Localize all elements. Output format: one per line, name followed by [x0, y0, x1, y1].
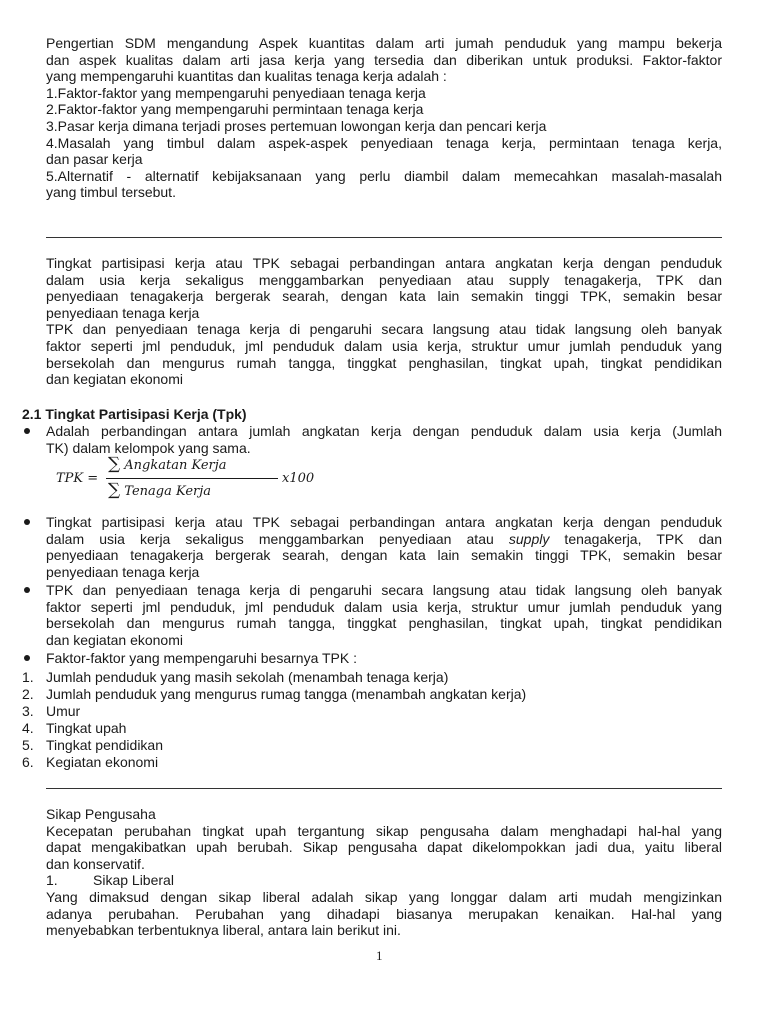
numbered-item: 1. Jumlah penduduk yang masih sekolah (menambah tenaga kerja) [22, 669, 449, 685]
formula-lhs: TPK = [56, 471, 99, 486]
text-line: dan konservatif. [46, 855, 145, 872]
text-line: dalam usia kerja sekaligus menggambarkan penyediaan atau supply tenagakerja, TPK dan [46, 530, 723, 547]
text-line: Tingkat partisipasi kerja atau TPK sebagai perbandingan antara angkatan kerja dengan penduduk [46, 514, 722, 530]
section-heading: 2.1 Tingkat Partisipasi Kerja (Tpk) [22, 406, 247, 422]
text-line: Pengertian SDM mengandung Aspek kuantitas dalam arti jumah penduduk yang mampu bekerja [46, 35, 722, 51]
text-line: Adalah perbandingan antara jumlah angkatan kerja dengan penduduk dalam usia kerja (Jumlah [46, 423, 722, 439]
text-line: dan pasar kerja [46, 151, 143, 168]
bullet-item [22, 423, 722, 456]
text-line: Yang dimaksud dengan sikap liberal adalah sikap yang longgar dalam arti mudah mengizinkan [46, 888, 722, 905]
tpk-formula [56, 454, 315, 502]
text-line: TPK dan penyediaan tenaga kerja di pengaruhi secara langsung atau tidak langsung oleh banyak [46, 582, 722, 598]
text-line: 3.Pasar kerja dimana terjadi proses pertemuan lowongan kerja dan pencari kerja [46, 117, 547, 134]
formula-numerator [108, 454, 278, 474]
numerator-text: Angkatan Kerja [124, 458, 227, 473]
text-line: dapat mengakibatkan upah berubah. Sikap pengusaha dapat dikelompokkan jadi dua, yaitu liberal [46, 839, 722, 856]
text-line: adanya perubahan. Perubahan yang dihadapi biasanya merupakan kenaikan. Hal-hal yang [46, 905, 722, 922]
bullet-item [22, 650, 722, 667]
numbered-item: 3. Umur [22, 703, 81, 719]
text-line: faktor seperti jml penduduk, jml penduduk dalam usia kerja, struktur umur jumlah penduduk yang [46, 337, 722, 354]
numbered-item: 4. Tingkat upah [22, 720, 127, 736]
numbered-item: 5. Tingkat pendidikan [22, 737, 164, 753]
text-line: bersekolah dan mengurus rumah tangga, tinggkat penghasilan, tingkat upah, tingkat pendidikan [46, 615, 722, 632]
tpk-paragraph [46, 255, 722, 388]
text-line: menyebabkan terbentuknya liberal, antara lain berikut ini. [46, 922, 401, 939]
text-line: penyediaan tenaga kerja [46, 304, 200, 321]
subsection-item: 1. Sikap Liberal [46, 872, 174, 889]
text-line: yang timbul tersebut. [46, 184, 176, 201]
numbered-item: 6. Kegiatan ekonomi [22, 754, 159, 770]
bullet-item [22, 514, 722, 580]
horizontal-divider [46, 237, 722, 238]
text-line: penyediaan tenagakerja bergerak searah, dengan kata lain semakin tinggi TPK, semakin besar [46, 547, 722, 564]
text-line: dan kegiatan ekonomi [46, 371, 183, 388]
intro-paragraph [46, 35, 722, 201]
text-line: 4.Masalah yang timbul dalam aspek-aspek penyediaan tenaga kerja, permintaan tenaga kerja, [46, 134, 722, 151]
page-number: 1 [376, 948, 383, 963]
horizontal-divider [46, 788, 722, 789]
text-line: dalam usia kerja sekaligus menggambarkan penyediaan atau supply tenagakerja, TPK dan [46, 271, 722, 288]
text-line: 1.Faktor-faktor yang mempengaruhi penyediaan tenaga kerja [46, 84, 426, 101]
text-line: 2.Faktor-faktor yang mempengaruhi permintaan tenaga kerja [46, 101, 424, 118]
formula-denominator [108, 480, 278, 500]
sigma-icon: ∑ [108, 480, 121, 500]
fraction-bar [106, 478, 278, 479]
text-line: TPK dan penyediaan tenaga kerja di pengaruhi secara langsung atau tidak langsung oleh banyak [46, 321, 722, 338]
formula-multiplier: x100 [282, 471, 315, 486]
supply-emphasis: supply [508, 530, 550, 547]
text-line: faktor seperti jml penduduk, jml penduduk dalam usia kerja, struktur umur jumlah penduduk yang [46, 598, 722, 615]
subsection-title: Sikap Pengusaha [46, 806, 156, 822]
text-line: Kecepatan perubahan tingkat upah tergantung sikap pengusaha dalam menghadapi hal-hal yang [46, 822, 722, 839]
denominator-text: Tenaga Kerja [124, 484, 212, 499]
text-line: 5.Alternatif - alternatif kebijaksanaan yang perlu diambil dalam memecahkan masalah-masalah [46, 167, 722, 184]
text-line: penyediaan tenagakerja bergerak searah, dengan kata lain semakin tinggi TPK, semakin besar [46, 288, 722, 305]
sigma-icon: ∑ [108, 454, 121, 474]
text-line: dan aspek kualitas dalam arti jasa kerja yang tersedia dan diberikan untuk produksi. Faktor-faktor [46, 51, 722, 68]
bullet-item [22, 582, 722, 648]
text-line: Faktor-faktor yang mempengaruhi besarnya TPK : [46, 650, 358, 666]
numbered-item: 2. Jumlah penduduk yang mengurus rumag tangga (menambah angkatan kerja) [22, 686, 527, 702]
text-line: TK) dalam kelompok yang sama. [46, 439, 251, 456]
sikap-paragraph [46, 806, 722, 939]
text-line: penyediaan tenaga kerja [46, 563, 200, 580]
text-line: Tingkat partisipasi kerja atau TPK sebagai perbandingan antara angkatan kerja dengan penduduk [46, 255, 722, 271]
text-line: dan kegiatan ekonomi [46, 631, 183, 648]
text-line: bersekolah dan mengurus rumah tangga, tinggkat penghasilan, tingkat upah, tingkat pendidikan [46, 354, 722, 371]
text-line: yang mempengaruhi kuantitas dan kualitas tenaga kerja adalah : [46, 68, 447, 85]
